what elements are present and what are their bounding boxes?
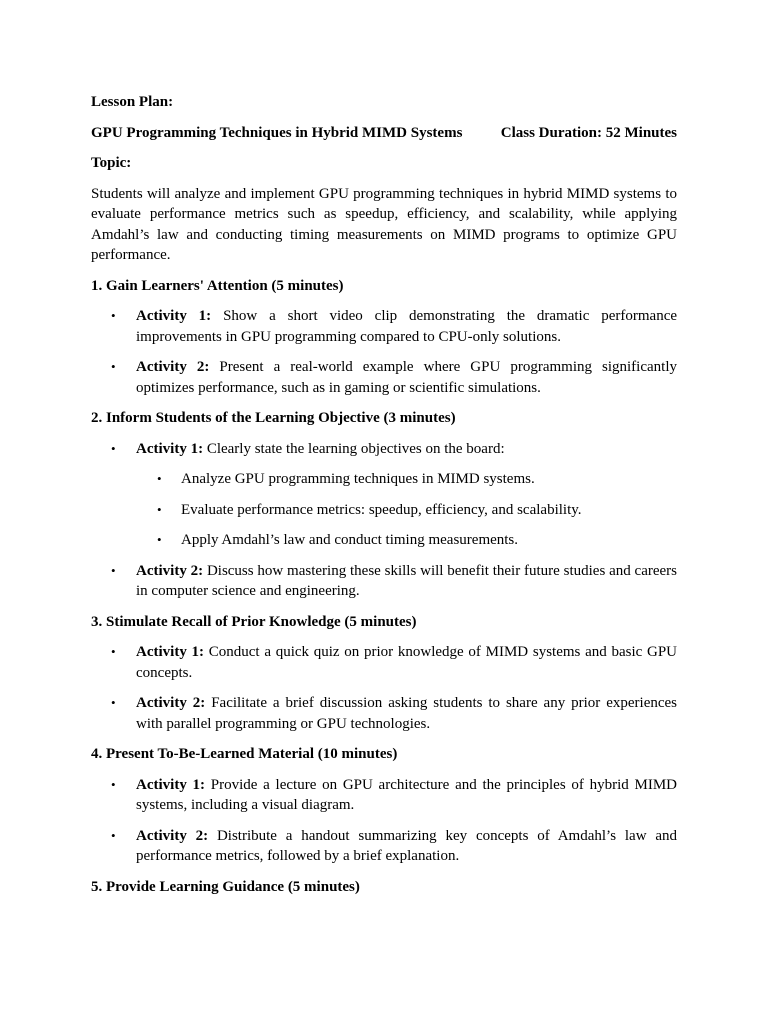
activity-label: Activity 1: [136, 776, 206, 793]
bullet-icon: • [111, 308, 116, 323]
title-row [91, 123, 677, 144]
activity-item [91, 357, 677, 398]
activity-item [91, 642, 677, 683]
activity-list [91, 439, 677, 602]
section-heading: 2. Inform Students of the Learning Objective (3 minutes) [91, 410, 456, 426]
activity-label: Activity 2: [136, 359, 210, 375]
objective-item [91, 500, 677, 521]
activity-list [91, 306, 677, 398]
section-heading: 1. Gain Learners' Attention (5 minutes) [91, 277, 344, 294]
doc-title: GPU Programming Techniques in Hybrid MIMD Systems [91, 124, 463, 141]
bullet-icon: • [111, 695, 116, 710]
section-heading: 4. Present To-Be-Learned Material (10 minutes) [91, 746, 398, 762]
bullet-icon: • [111, 827, 116, 843]
activity-item [91, 561, 677, 602]
activity-label: Activity 1: [136, 644, 205, 660]
section-heading: 3. Stimulate Recall of Prior Knowledge (5 minutes) [91, 613, 417, 630]
bullet-icon: • [111, 440, 116, 456]
activity-list [91, 642, 677, 734]
activity-text: Conduct a quick quiz on prior knowledge of MIMD systems and basic GPU concepts. [136, 644, 678, 681]
bullet-icon: • [157, 501, 162, 517]
activity-item [91, 693, 677, 734]
topic-text: Students will analyze and implement GPU programming techniques in hybrid MIMD systems to evaluate performance metrics such as speedup, efficiency, and scalability, while applying Amdahl’s law and conducting timing measurements on MIMD programs to optimize GPU performance. [91, 185, 677, 263]
activity-text: Facilitate a brief discussion asking students to share any prior experiences with parallel programming or GPU technologies. [136, 695, 678, 732]
lesson-plan-page [91, 92, 677, 907]
doc-label: Lesson Plan: [91, 94, 174, 110]
activity-text: Clearly state the learning objectives on the board: [206, 440, 505, 457]
objective-item [91, 469, 677, 490]
activity-text: Provide a lecture on GPU architecture and the principles of hybrid MIMD systems, including a visual diagram. [136, 776, 677, 813]
activity-item [91, 306, 677, 347]
objective-text: Apply Amdahl’s law and conduct timing measurements. [181, 532, 519, 548]
activity-label: Activity 2: [136, 695, 206, 711]
topic-label: Topic: [91, 155, 132, 171]
class-duration: Class Duration: 52 Minutes [500, 124, 677, 141]
section-heading: 5. Provide Learning Guidance (5 minutes) [91, 878, 360, 895]
objective-text: Evaluate performance metrics: speedup, efficiency, and scalability. [181, 501, 582, 518]
bullet-icon: • [111, 359, 116, 374]
bullet-icon: • [157, 471, 162, 486]
activity-label: Activity 1: [136, 308, 212, 324]
activity-label: Activity 1: [136, 440, 204, 457]
activity-list [91, 775, 677, 867]
bullet-icon: • [111, 562, 116, 578]
activity-label: Activity 2: [136, 827, 209, 844]
activity-text: Show a short video clip demonstrating the dramatic performance improvements in GPU programming compared to CPU-only solutions. [136, 308, 678, 345]
activity-item [91, 439, 677, 551]
objective-item [91, 530, 677, 551]
activity-text: Discuss how mastering these skills will benefit their future studies and careers in computer science and engineering. [136, 562, 678, 599]
activity-item [91, 775, 677, 816]
activity-label: Activity 2: [136, 562, 204, 579]
activity-text: Present a real-world example where GPU programming significantly optimizes performance, such as in gaming or scientific simulations. [136, 359, 677, 396]
objective-list [91, 469, 677, 551]
bullet-icon: • [111, 776, 116, 792]
bullet-icon: • [157, 532, 162, 547]
activity-text: Distribute a handout summarizing key concepts of Amdahl’s law and performance metrics, followed by a brief explanation. [136, 827, 677, 864]
objective-text: Analyze GPU programming techniques in MIMD systems. [181, 471, 535, 487]
activity-item [91, 826, 677, 867]
bullet-icon: • [111, 644, 116, 659]
